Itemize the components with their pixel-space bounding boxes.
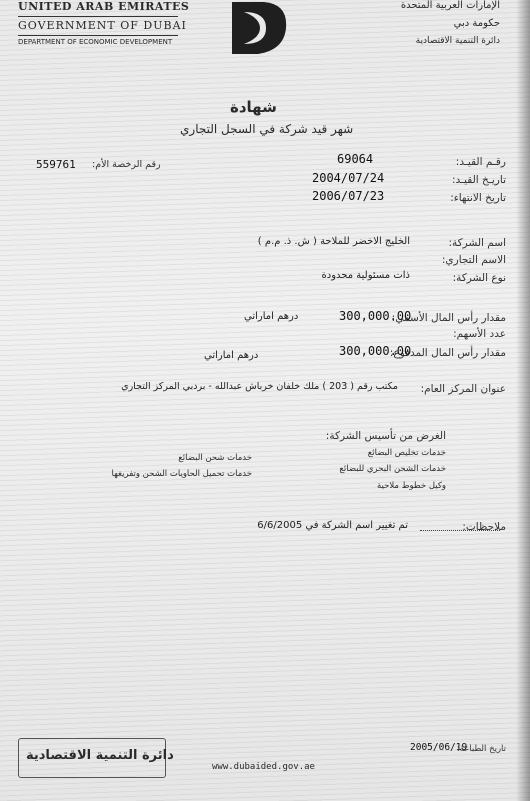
- nominal-capital-value: 300,000.00: [339, 309, 412, 323]
- nominal-capital-currency: درهم اماراتي: [244, 311, 299, 322]
- license-label: رقم الرخصة الأم:: [92, 159, 161, 170]
- address-label: عنوان المركز العام:: [420, 383, 506, 395]
- notes-value: تم تغيير اسم الشركة في 6/6/2005: [257, 520, 408, 531]
- shares-label: عدد الأسهم:: [453, 328, 506, 340]
- notes-label: ملاحظات:: [462, 521, 506, 533]
- reg-date-value: 2004/07/24: [312, 171, 385, 185]
- footer-dept-ar: دائرة التنمية الاقتصادية: [26, 748, 174, 763]
- header-en-line2: GOVERNMENT OF DUBAI: [18, 19, 187, 32]
- reg-no-value: 69064: [337, 152, 374, 166]
- purpose-item-right-2: خدمات الشحن البحري للبضائع: [339, 464, 446, 474]
- reg-no-label: رقـم القيـد:: [455, 156, 506, 168]
- expiry-value: 2006/07/23: [312, 189, 385, 203]
- address-value: مكتب رقم ( 203 ) ملك خلفان خرباش عبدالله - بردبي المركز التجاري: [121, 381, 398, 392]
- dubai-ded-logo-icon: [222, 0, 292, 64]
- reg-date-label: تاريـخ القيـد:: [451, 174, 506, 186]
- header-en-line3: DEPARTMENT OF ECONOMIC DEVELOPMENT: [18, 38, 173, 46]
- company-name-value: الخليج الاخضر للملاحة ( ش. ذ. م.م ): [257, 236, 410, 247]
- header-rule-2: [18, 35, 178, 36]
- header-en-line1: UNITED ARAB EMIRATES: [18, 0, 190, 13]
- purpose-item-left-1: خدمات شحن البضائع: [178, 453, 252, 463]
- footer-website: www.dubaided.gov.ae: [212, 762, 315, 772]
- company-type-label: نوع الشركة:: [452, 272, 506, 284]
- company-name-label: اسم الشركة:: [448, 237, 506, 249]
- print-date-label: تاريخ الطباعة:: [456, 744, 506, 754]
- expiry-label: تاريخ الانتهاء:: [450, 192, 506, 204]
- license-value: 559761: [36, 158, 76, 171]
- purpose-item-right-1: خدمات تخليص البضائع: [367, 448, 446, 458]
- header-ar-line2: حكومة دبي: [453, 18, 500, 29]
- certificate-title: شهادة: [230, 98, 277, 116]
- scan-shadow-edge: [516, 0, 530, 801]
- header-ar-line3: دائرة التنمية الاقتصادية: [415, 36, 500, 46]
- purpose-item-left-2: خدمات تحميل الحاويات الشحن وتفريغها: [111, 469, 252, 479]
- paid-capital-value: 300,000.00: [339, 344, 412, 358]
- print-date-value: 2005/06/19: [410, 742, 468, 753]
- nominal-capital-label: مقدار رأس المال الأسمي:: [391, 312, 506, 324]
- purpose-label: الغرض من تأسيس الشركة:: [325, 430, 446, 442]
- trade-name-label: الاسم التجاري:: [441, 254, 506, 266]
- company-type-value: ذات مسئولية محدودة: [321, 270, 410, 281]
- paid-capital-currency: درهم اماراتي: [204, 350, 259, 361]
- purpose-item-right-3: وكيل خطوط ملاحية: [376, 481, 446, 491]
- certificate-subtitle: شهر قيد شركة في السجل التجاري: [180, 122, 354, 136]
- header-rule-1: [18, 16, 178, 17]
- header-ar-line1: الإمارات العربية المتحدة: [400, 0, 500, 11]
- notes-dots: [420, 530, 500, 531]
- paid-capital-label: مقدار رأس المال المدفوع:: [389, 347, 506, 359]
